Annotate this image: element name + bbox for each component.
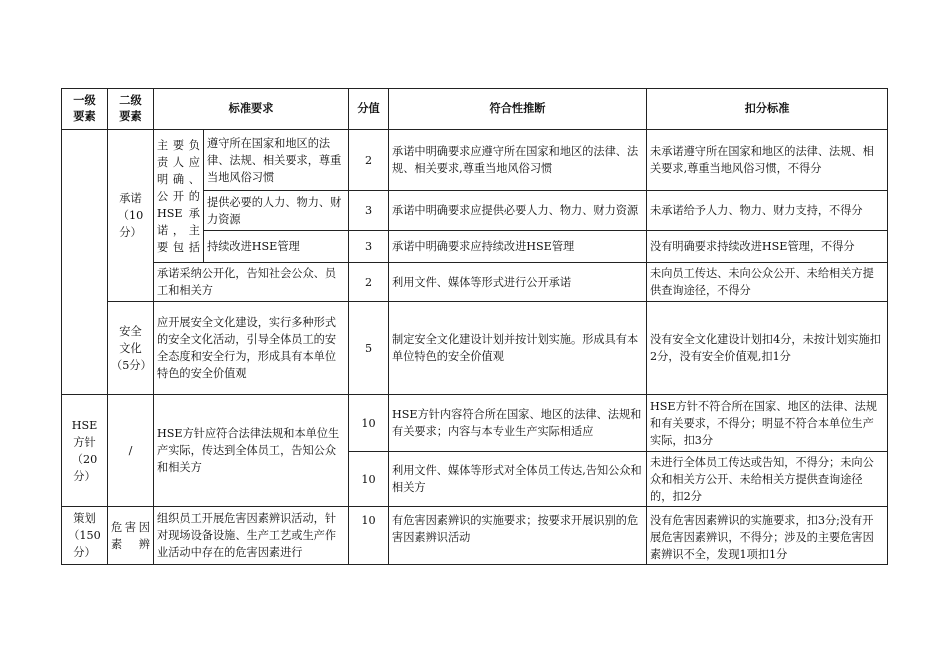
header-row (62, 89, 888, 130)
standard-cell: 提供必要的人力、物力、财力资源 (204, 191, 349, 231)
level2-commitment: 承诺 （10 分） (108, 130, 154, 302)
conformity-cell: 承诺中明确要求应持续改进HSE管理 (389, 231, 647, 263)
table-row (62, 130, 888, 191)
conformity-cell: 利用文件、媒体等形式进行公开承诺 (389, 263, 647, 302)
conformity-cell: HSE方针内容符合所在国家、地区的法律、法规和有关要求；内容与本专业生产实际相适应 (389, 395, 647, 452)
standard-cell: 组织员工开展危害因素辨识活动，针对现场设备设施、生产工艺或生产作业活动中存在的危害因素进行 (154, 507, 349, 565)
header-level2: 二级 要素 (108, 89, 154, 130)
level1-cell-empty (62, 130, 108, 395)
score-cell: 3 (349, 191, 389, 231)
score-cell: 10 (349, 395, 389, 452)
conformity-cell: 利用文件、媒体等形式对全体员工传达,告知公众和相关方 (389, 452, 647, 507)
deduction-cell: 未承诺给予人力、物力、财力支持，不得分 (647, 191, 888, 231)
table-row (62, 263, 888, 302)
level1-planning: 策划 （150 分） (62, 507, 108, 565)
score-cell: 3 (349, 231, 389, 263)
level2-slash: / (108, 395, 154, 507)
standard-cell: 遵守所在国家和地区的法律、法规、相关要求，尊重当地风俗习惯 (204, 130, 349, 191)
deduction-cell: 没有安全文化建设计划扣4分，未按计划实施扣2分，没有安全价值观,扣1分 (647, 302, 888, 395)
score-cell: 2 (349, 263, 389, 302)
header-deduction: 扣分标准 (647, 89, 888, 130)
deduction-cell: 没有明确要求持续改进HSE管理，不得分 (647, 231, 888, 263)
deduction-cell: HSE方针不符合所在国家、地区的法律、法规和有关要求，不得分；明显不符合本单位生产实际，扣3分 (647, 395, 888, 452)
header-score: 分值 (349, 89, 389, 130)
header-conformity: 符合性推断 (389, 89, 647, 130)
deduction-cell: 未向员工传达、未向公众公开、未给相关方提供查询途径，不得分 (647, 263, 888, 302)
conformity-cell: 有危害因素辨识的实施要求；按要求开展识别的危害因素辨识活动 (389, 507, 647, 565)
conformity-cell: 制定安全文化建设计划并按计划实施。形成具有本单位特色的安全价值观 (389, 302, 647, 395)
conformity-cell: 承诺中明确要求应提供必要人力、物力、财力资源 (389, 191, 647, 231)
deduction-cell: 没有危害因素辨识的实施要求，扣3分;没有开展危害因素辨识，不得分；涉及的主要危害因素辨识不全，发现1项扣1分 (647, 507, 888, 565)
score-cell: 2 (349, 130, 389, 191)
commitment-sub-label: 主要负责人应明确、公开的HSE承诺，主要包括 (154, 130, 204, 263)
hse-standard-table (61, 88, 888, 565)
level2-safety-culture: 安全 文化 （5分） (108, 302, 154, 395)
level2-hazard-identification: 危害因素辨 (108, 507, 154, 565)
score-cell: 10 (349, 507, 389, 565)
header-level1: 一级 要素 (62, 89, 108, 130)
header-standard: 标准要求 (154, 89, 349, 130)
standard-cell: 持续改进HSE管理 (204, 231, 349, 263)
standard-cell: HSE方针应符合法律法规和本单位生产实际，传达到全体员工，告知公众和相关方 (154, 395, 349, 507)
table-row (62, 507, 888, 565)
conformity-cell: 承诺中明确要求应遵守所在国家和地区的法律、法规、相关要求,尊重当地风俗习惯 (389, 130, 647, 191)
table-row (62, 302, 888, 395)
score-cell: 10 (349, 452, 389, 507)
standard-cell: 应开展安全文化建设，实行多种形式的安全文化活动，引导全体员工的安全态度和安全行为，形成具有本单位特色的安全价值观 (154, 302, 349, 395)
score-cell: 5 (349, 302, 389, 395)
deduction-cell: 未承诺遵守所在国家和地区的法律、法规、相关要求,尊重当地风俗习惯，不得分 (647, 130, 888, 191)
deduction-cell: 未进行全体员工传达或告知，不得分；未向公众和相关方公开、未给相关方提供查询途径的，扣2分 (647, 452, 888, 507)
level1-hse-policy: HSE 方针 （20 分） (62, 395, 108, 507)
table-row (62, 395, 888, 452)
standard-cell: 承诺采纳公开化，告知社会公众、员工和相关方 (154, 263, 349, 302)
